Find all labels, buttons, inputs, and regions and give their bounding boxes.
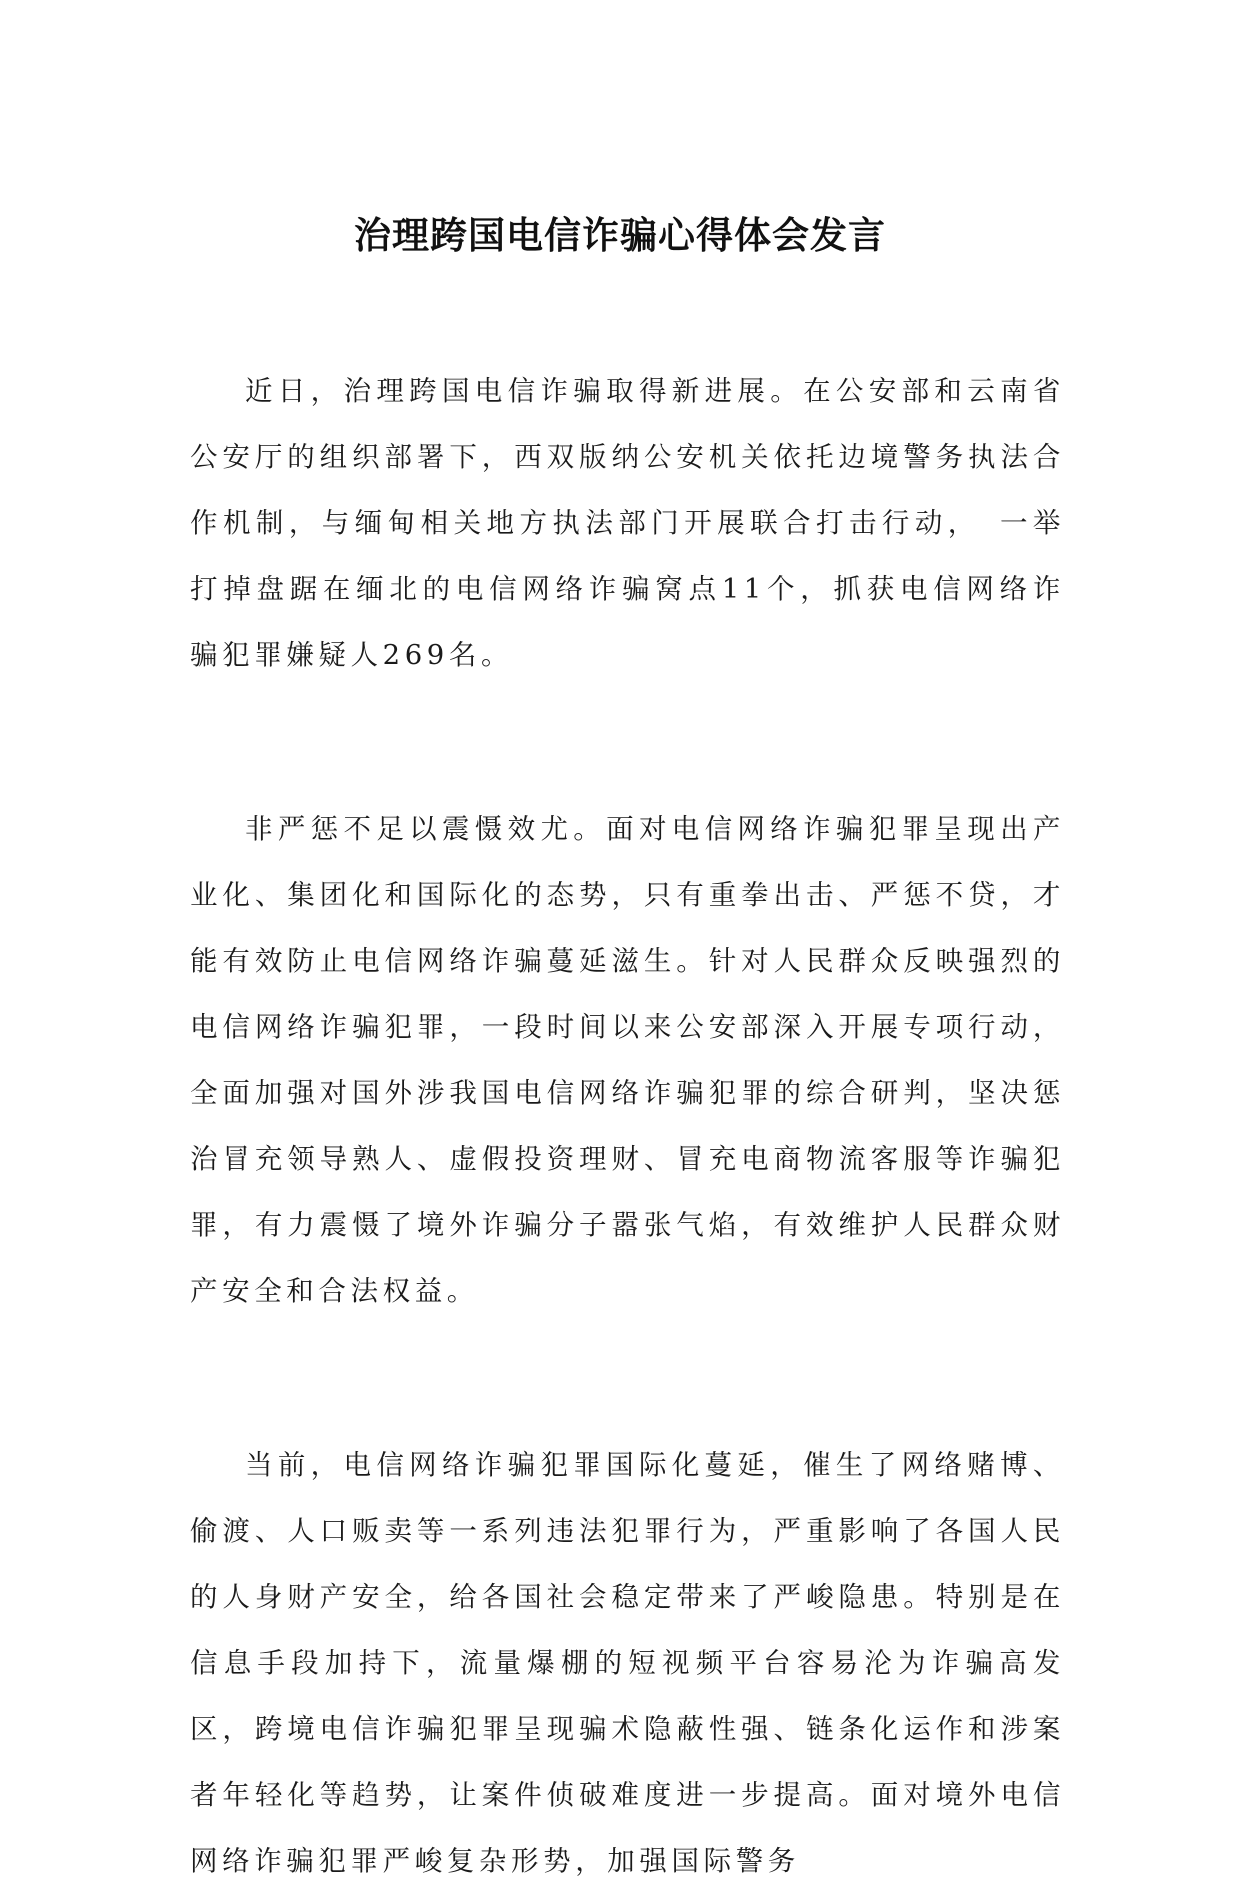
document-body [190, 358, 1065, 1894]
paragraph-1: 近日，治理跨国电信诈骗取得新进展。在公安部和云南省公安厅的组织部署下，西双版纳公安机关依托边境警务执法合作机制，与缅甸相关地方执法部门开展联合打击行动， 一举打掉盘踞在缅北的电信网络诈骗窝点11个，抓获电信网络诈骗犯罪嫌疑人269名。 [190, 375, 1065, 671]
paragraph-3: 当前，电信网络诈骗犯罪国际化蔓延，催生了网络赌博、偷渡、人口贩卖等一系列违法犯罪行为，严重影响了各国人民的人身财产安全，给各国社会稳定带来了严峻隐患。特别是在信息手段加持下，流量爆棚的短视频平台容易沦为诈骗高发区，跨境电信诈骗犯罪呈现骗术隐蔽性强、链条化运作和涉案者年轻化等趋势，让案件侦破难度进一步提高。面对境外电信网络诈骗犯罪严峻复杂形势，加强国际警务 [190, 1449, 1065, 1877]
document-title: 治理跨国电信诈骗心得体会发言 [354, 214, 886, 257]
paragraph-spacer [190, 688, 1065, 796]
paragraph-2: 非严惩不足以震慑效尤。面对电信网络诈骗犯罪呈现出产业化、集团化和国际化的态势，只有重拳出击、严惩不贷，才能有效防止电信网络诈骗蔓延滋生。针对人民群众反映强烈的电信网络诈骗犯罪，一段时间以来公安部深入开展专项行动，全面加强对国外涉我国电信网络诈骗犯罪的综合研判，坚决惩治冒充领导熟人、虚假投资理财、冒充电商物流客服等诈骗犯罪，有力震慑了境外诈骗分子嚣张气焰，有效维护人民群众财产安全和合法权益。 [190, 813, 1065, 1307]
paragraph-spacer [190, 1324, 1065, 1432]
